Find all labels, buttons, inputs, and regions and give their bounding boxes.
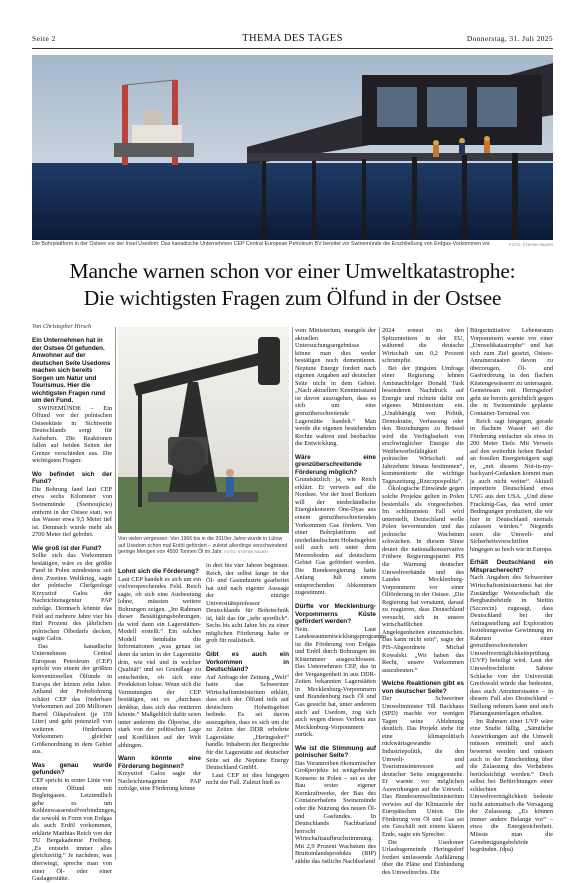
paragraph: in drei bis vier Jahren beginnen. Reich, der selbst lange in der Öl- und Gasindustrie gearbeitet hat und nach eigener Aussage der einzige Universitätsprofessor Deutschlands für Bohrtechnik ist, hält das für „sehr sportlich“. Sechs bis acht Jahre bis zu einer möglichen Förderung halte er grob für realistisch. (206, 562, 289, 645)
subheading: Gibt es auch ein Vorkommen in Deutschland? (206, 651, 289, 674)
subheading: Erhält Deutschland ein Mitspracherecht? (470, 559, 553, 574)
column-4 (295, 327, 386, 865)
oil-rig-pier-image (32, 55, 553, 240)
column-2 (118, 562, 201, 793)
subheading: Was genau wurde gefunden? (32, 761, 112, 777)
subheading: Lohnt sich die Förderung? (118, 568, 199, 575)
page-number: Seite 2 (32, 34, 56, 43)
byline: Von Christopher Hirsch (32, 323, 92, 330)
headline-line-2: Die wichtigsten Fragen zum Ölfund in der Ostsee (83, 286, 502, 310)
paragraph: Bei der jüngsten Umfrage einer Regierung lehnen Amtsnachfolger Donald Tusk besonderen Nachdruck auf Energie und richtete dafür ein eigenes Ministerium ein. „Unabhängig von Politik, Demokratie, Verfassung oder den Beziehungen zu Brüssel wird die Verfügbarkeit von erschwinglicher Energie die Wettbewerbsfähigkeit polnischer Wirtschaft auf Jahrzehnte hinaus bestimmen“, kommentierte die wichtige Tageszeitung „Rzeczpospolita“. (382, 364, 464, 485)
lead-paragraph: Ein Unternehmen hat in der Ostsee Öl gefunden. Anwohner auf der deutschen Seite Usedoms machen sich bereits Sorgen um Natur und Tourismus. Hier die wichtigsten Fragen rund um den Fund. (32, 337, 111, 404)
subheading: Wo befindet sich der Fund? (32, 470, 112, 486)
paragraph: Krzysztof Galos sagte der Nachrichtenagentur PAP zufolge, eine Förderung könne (118, 770, 201, 793)
column-5 (382, 327, 464, 876)
pumpjack-image (118, 327, 289, 533)
paragraph: Nein. Laut Landesraumentwicklungsprogramm ist die Förderung von Erdgas und Erdöl durch Bohrungen im Küstenmeer ausgeschlossen. Das Unternehmen CEP, das in der Vergangenheit in aus DDR-Zeiten bekannten Lagerstätten in Mecklenburg-Vorpommern und Brandenburg nach Öl und Gas gesucht hat, unter anderem auch auf Usedom, zog sich auch wegen dieses Verbots aus Mecklenburg-Vorpommern zurück. (295, 625, 386, 739)
paragraph: Grundsätzlich ja, wie Reich erklärt. Er verweis auf die Nordsee. Vor der Insel Borkum will der niederländische Energiekonzern One-Dyas aus einem grenzüberschreitenden Vorkommen Gas fördern. Von einer Bohrplattform auf niederländischem Hoheitsgebiet soll auch seit unter dem Meeresboden auf deutschem Gebiet Gas gefördert werden. Die Bundesregierung hatte Anfang Juli einem entsprechenden Abkommen zugestimmt. (295, 476, 376, 597)
page-header (32, 34, 553, 48)
paragraph: Bürgerinitiative Lebensraum Vorpommern warnte vor einer „Umweltkatastrophe“ und hat sich zum Ziel gesetzt, Ostsee-Anrainerstaaten davon zu überzeugen, Öl- und Gasförderung in den flachen Küstengewässern zu untersagen. Gemeinsam mit Heringsdorf geht sie bereits gerichtlich gegen die in Swinemünde geplante Container-Terminal vor. (470, 327, 553, 418)
paragraph: Auf Anfrage der Zeitung „Welt“ hatte das Schweriner Wirtschaftsministerium erklärt, dass sich der Ölfund teils auf deutschem Hoheitsgebiet befinde. Es sei davon auszugehen, dass es sich um die zu Zeiten der DDR erbohrte Lagerstätte „Heringsdorf“ handle. Inhaberin der Bergrechte für die Lagerstätte auf deutscher Seite sei die Neptune Energy Deutschland GmbH. (206, 673, 289, 772)
paragraph: Die Usedomer Urlaubsgemeinde Heringsdorf fordert umfassende Aufklärung über die Pläne und Einbindung des Umweltrechts. Die (382, 838, 464, 876)
paragraph: vom Ministerium, mangels der aktuellen Untersuchungsergebnisse könne man dies weder bestätigen noch dementieren. Neptune Energy fordert nach eigenen Angaben auf deutscher Seite nicht in dem Gebiet. „Nach aktuellem Kenntnisstand ist davon auszugehen, dass es sich um eine grenzüberschreitende Lagerstätte handelt.“ Man werde die eigenen bestehenden Rechte wahren und beobachte die Entwicklung. (295, 327, 376, 448)
column-rule (379, 327, 380, 860)
paragraph: CEP spricht in erster Linie von einem Ölfund mit Begleitgasen. Letztendlich gehe es um Kohlenwasserstoffverbindungen, die sowohl in Form von Erdgas als auch Erdöl vorkommen, erklärte Matthias Reich von der TU Bergakademie Freiberg. „Es entsteht immer alles gleichzeitig.“ Je nachdem, was überwiegt, spreche man von einer Öl- oder einer Gaslagerstätte. (32, 776, 116, 883)
column-rule (292, 327, 293, 860)
paragraph: Ökologische Einwände gegen solche Projekte gelten in Polen bestenfalls als vorgeschoben. Im schlimmsten Fall wird unterstellt, Deutschland wolle Polen bevormunden und das polnische Wachstum schwächen. In diesem Sinne deutet die nationalkonservative Frühere Regierungspartei PiS die Warnung deutscher Umweltverbände und des Landes Mecklenburg-Vorpommern vor einer Ölförderung in der Ostsee. „Die Regierung hat versäumt, darauf zu reagieren, dass Deutschland versucht, sich in unsere wirtschaftlichen Angelegenheiten einzumischen. Das kann nicht sein“, sagte der PiS-Abgeordnete Michał Kowalski. „Wir haben das Recht, unsere Vorkommen auszubeuten.“ (382, 485, 464, 674)
subheading: Wann könnte eine Förderung beginnen? (118, 755, 201, 770)
inline-photo-caption (118, 536, 289, 556)
column-1 (32, 337, 116, 883)
paragraph: Das kanadische Unternehmen Central European Petroleum (CEP) spricht von einem der größten konventionellen Ölfunde in Europa der letzten zehn Jahre. Anhand der Probebohrung schätzt CEP das förderbare Vorkommen auf 200 Millionen Barrel Öläquivalent (je 159 Liter) und geht potenziell von weiteren förderbaren Vorkommen gleicher Größenordnung in dem Gebiet aus. (32, 642, 112, 756)
column-3 (206, 562, 289, 787)
headline-line-1: Manche warnen schon vor einer Umweltkatastrophe: (69, 259, 516, 283)
paragraph: Laut CEP handelt es sich um ein vielversprechendes Feld. Reich sagte, ob sich eine Ausbeutung lohne, müssten weitere Bohrungen zeigen. „Im Rahmen dieser Bestätigungsbohrungen, da wird dann ein Lagerstätten-Modell erstellt.“ Ein solches Modell beinhalte die Informationen „was genau ist denn da unten in der Lagerstätte drin, wie viel und in welcher Qualität“ und sei Grundlage zu entscheiden, ob sich eine Produktion lohne. Wenn sich die Vermutungen der CEP bestätigen, sei es „durchaus denkbar, dass sich das rentieren könnte.“ Maßgeblich dafür seien unter anderem die Ölpreise, die stark von der politischen Lage und Konflikten auf der Welt abhingen. (118, 575, 201, 749)
paragraph: Reich sagt hingegen, gerade in flachem Wasser sei die Förderung einfacher als etwa in 200 Meter Tiefe. Mit Verweis auf den weiterhin hohen Bedarf an fossilen Energieträgern sagt er, „mit diesem Not-in-my-backyard-Gedanken kommt man ja auch nicht weiter“. Aktuell importiere Deutschland etwa LNG aus den USA. „Und diese Frackinig-Gas, das wird unter Bedingungen produziert, die wir hier in Deutschland niemals zulassen würden.“ Nirgends seien die Umwelt- und Sicherheitsvorschriften hingegen so hoch wie in Europa. (470, 417, 553, 553)
paragraph: 2024 erneut zu den Spitzenreitern in der EU, während die deutsche Wirtschaft um 0,2 Prozent schrumpfte. (382, 327, 464, 365)
subheading: Wäre eine grenzüberschreitende Förderung möglich? (295, 453, 376, 476)
subheading: Welche Reaktionen gibt es von deutscher Seite? (382, 680, 464, 695)
paragraph: Sollte sich das Vorkommen bestätigen, wäre es der größte Fund in Polen mindestens seit dem Zweiten Weltkrieg, sagte der polnische Chefgeologe Krzysztof Galos der Nachrichtenagentur PAP zufolge. Demnach könnte das Feld auf mehrere Jahre vier bis fünf Prozent des jährlichen polnischen Ölbedarfs decken, sagte Galos. (32, 552, 112, 643)
paragraph: SWINEMÜNDE – Ein Ölfund vor der polnischen Ostseeküste in Sichtweite Deutschlands sorgt für Aufsehen. Die Reaktionen fallen auf beiden Seiten der Grenze verschieden aus. Die wichtigsten Fragen: (32, 404, 112, 465)
inline-photo (118, 327, 289, 533)
paragraph: Im Rahmen einer UVP wäre eine Studie fällig. „Sämtliche Auswirkungen auf die Umwelt müssen ermittelt und auch bewertet werden und müssen auch in der Entscheidung über die Zulassung des Vorhabens berücksichtigt werden.“ Doch selbst bei Befürchtungen einer schlechten Umweltverträglichkeit bedeute nicht automatisch die Versagung der Zulassung. „Es können immer andere Belange vor“ – etwa die Energiesicherheit. Müsste man die Genehmigungsbehörde begründen. (dpa) (470, 717, 553, 854)
section-title: THEMA DES TAGES (242, 33, 343, 44)
issue-date: Donnerstag, 31. Juli 2025 (466, 34, 553, 43)
paragraph: Der Schweriner Umweltminister Till Backhaus (SPD) machte vor wenigen Tagen seine Ablehnung deutlich. Das Projekt stehe für eine klimapolitisch rückwärtsgewandte Industriepolitik, die den Umwelt- und Tourismusinteressen auf deutscher Seite entgegenstehe. Er warnte vor möglichen Auswirkungen auf die Umwelt. Das Bundesumweltministerium verwies auf die Klimaziele der Europäischen Union. Die Förderung von Öl und Gas sei ein Geschäft mit einem klaren Ende, sagte ein Sprecher. (382, 695, 464, 838)
paragraph: Das Vorantreiben ökonomischer Großprojekte ist weitgehender Konsens in Polen – sei es der Bau erster eigener Kernkraftwerke, der Bau des Containerhafens Swinemünde oder die Nutzung des neuen Öl- und Gasfundes. In Deutschlands Nachbarland herrscht Wirtschaftsaufbruchstimmung. Mit 2,9 Prozent Wachstum des Bruttoinlandsprodukts (BIP) zählte das östliche Nachbarland (295, 759, 376, 865)
paragraph: Nach Angaben des Schweriner Wirtschaftsministeriums hat der Zuständige Woiwodschaft die Bergbaubehörde in Stettin (Szczecin) zugesagt, dass Deutschland bei der Antragsstellung auf Exploration beziehungsweise Gewinnung im Rahmen einer grenzüberschreitenden Umweltverträglichkeitsprüfung (UVP) beteiligt wird. Laut der Umweltrechtlerin Sabine Schlacke von der Universität Greifswald würde das bedeuten, dass auch Anrainerstaaten – in diesem Fall also Deutschland – Stellung nehmen kann und auch Planungsunterlagen erhalten. (470, 574, 553, 718)
column-6 (470, 327, 553, 854)
inline-photo-credit: FOTO: STEFAN SAUER (224, 549, 269, 555)
lead-photo-caption (32, 241, 553, 248)
caption-text: Die Bohrplattform in der Ostsee vor der Insel Usedom: Das kanadische Unternehmen CEP Central European Petroleum BV bereitet vor Swinemünde die Erschließung von Erdgas-Vorkommen vor. (32, 241, 491, 247)
lead-photo (32, 55, 553, 240)
column-rule (467, 327, 468, 860)
paragraph: Die Bohrung fand laut CEP etwa sechs Kilometer von Swinemünde (Świnoujście) entfernt in der Ostsee statt, wo das Wasser etwa 9,5 Meter tief ist. Demnach wurde mehr als 2700 Meter tief gebohrt. (32, 485, 112, 539)
column-rule (115, 327, 116, 860)
subheading: Dürfte vor Mecklenburg-Vorpommerns Küste gefördert werden? (295, 603, 376, 625)
photo-credit: FOTO: STEFAN SAUER (509, 242, 553, 247)
article-headline (32, 258, 553, 312)
header-rule (32, 48, 553, 49)
inline-caption-text: Von vielen vergessen: Von 1966 bis in die 2010er Jahre wurde in Lütow auf Usedom schon mal Erdöl gefördert – zuletzt allerdings verschwindend geringe Mengen von 4500 Tonnen Öl im Jahr. (118, 536, 288, 556)
subheading: Wie ist die Stimmung auf polnischer Seite? (295, 744, 376, 760)
paragraph: Laut CEP ist dies hingegen nicht der Fall. Zuletzt hieß es (206, 771, 289, 787)
subheading: Wie groß ist der Fund? (32, 544, 102, 552)
